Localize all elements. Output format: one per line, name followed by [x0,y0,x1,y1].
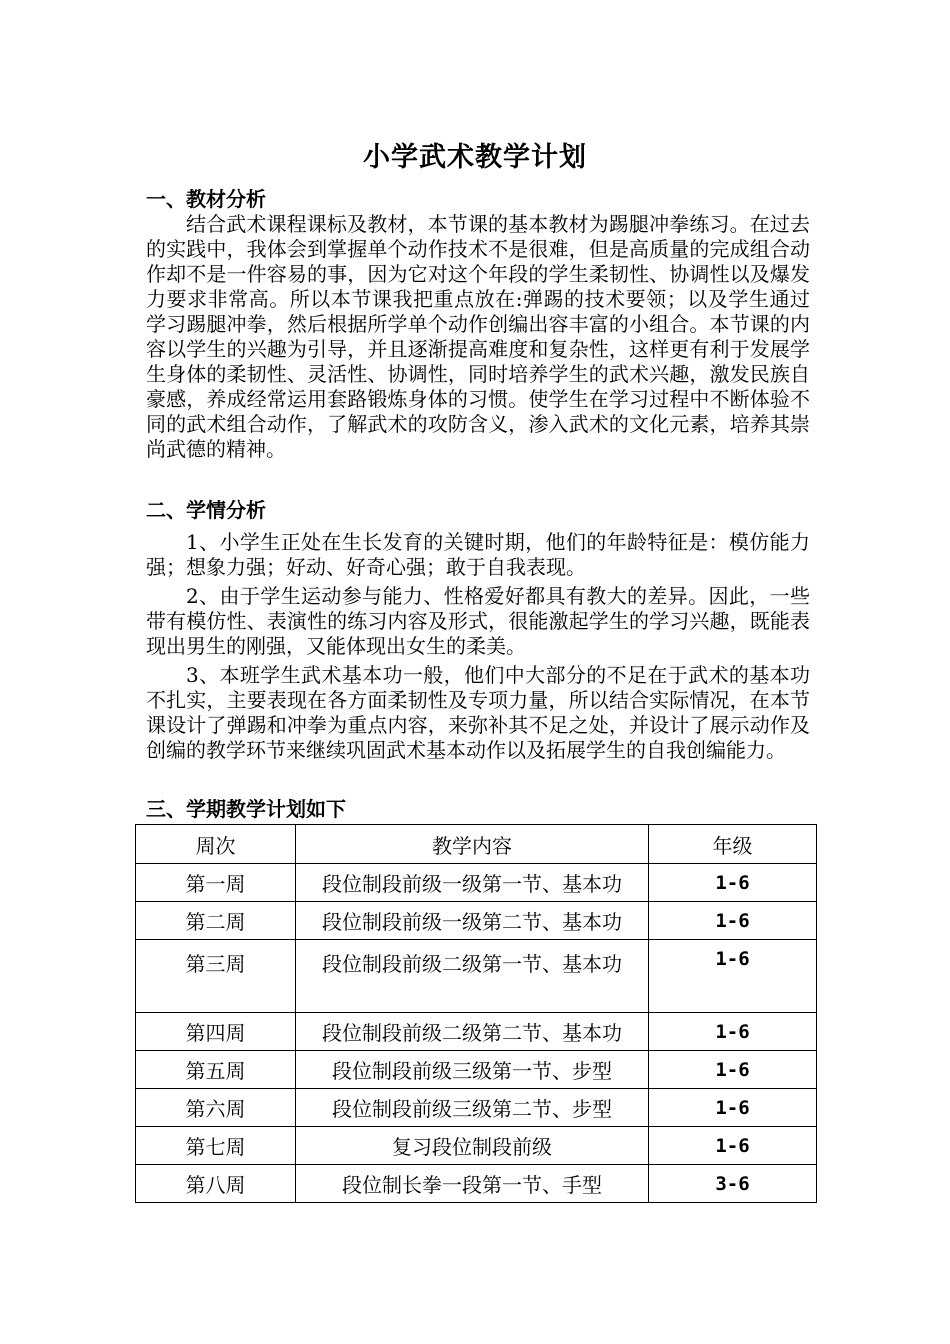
week-cell: 第一周 [136,864,296,902]
week-cell: 第五周 [136,1051,296,1089]
grade-cell: 1-6 [649,1051,817,1089]
table-header-row [136,825,817,864]
week-cell: 第二周 [136,902,296,940]
header-grade: 年级 [649,825,817,864]
student-analysis-paragraph-1: 1、小学生正处在生长发育的关键时期，他们的年龄特征是：模仿能力强；想象力强；好动、好奇心强；敢于自我表现。 [146,530,810,579]
table-row [136,864,817,902]
content-cell: 段位制段前级三级第二节、步型 [296,1089,649,1127]
table-row [136,1089,817,1127]
grade-cell: 1-6 [649,1089,817,1127]
section-heading-material-analysis: 一、教材分析 [146,187,266,211]
material-analysis-paragraph: 结合武术课程课标及教材，本节课的基本教材为踢腿冲拳练习。在过去的实践中，我体会到掌握单个动作技术不是很难，但是高质量的完成组合动作却不是一件容易的事，因为它对这个年段的学生柔韧性、协调性以及爆发力要求非常高。所以本节课我把重点放在:弹踢的技术要领；以及学生通过学习踢腿冲拳，然后根据所学单个动作创编出容丰富的小组合。本节课的内容以学生的兴趣为引导，并且逐渐提高难度和复杂性，这样更有利于发展学生身体的柔韧性、灵活性、协调性，同时培养学生的武术兴趣，激发民族自豪感，养成经常运用套路锻炼身体的习惯。使学生在学习过程中不断体验不同的武术组合动作，了解武术的攻防含义，渗入武术的文化元素，培养其崇尚武德的精神。 [146,212,810,461]
week-cell: 第六周 [136,1089,296,1127]
grade-cell: 1-6 [649,1013,817,1051]
section-heading-student-analysis: 二、学情分析 [146,498,266,522]
grade-cell: 1-6 [649,940,817,1013]
grade-cell: 1-6 [649,1127,817,1165]
student-analysis-paragraph-3: 3、本班学生武术基本功一般，他们中大部分的不足在于武术的基本功不扎实，主要表现在各方面柔韧性及专项力量，所以结合实际情况，在本节课设计了弹踢和冲拳为重点内容，来弥补其不足之处，并设计了展示动作及创编的教学环节来继续巩固武术基本动作以及拓展学生的自我创编能力。 [146,663,810,762]
content-cell: 段位制段前级二级第一节、基本功 [296,940,649,1013]
content-cell: 段位制段前级一级第二节、基本功 [296,902,649,940]
document-title: 小学武术教学计划 [363,142,587,173]
week-cell: 第七周 [136,1127,296,1165]
content-cell: 段位制段前级一级第一节、基本功 [296,864,649,902]
table-row [136,1165,817,1203]
table-row [136,902,817,940]
content-cell: 段位制段前级三级第一节、步型 [296,1051,649,1089]
header-content: 教学内容 [296,825,649,864]
table-row [136,940,817,1013]
table-row [136,1013,817,1051]
week-cell: 第八周 [136,1165,296,1203]
header-week: 周次 [136,825,296,864]
student-analysis-paragraph-2: 2、由于学生运动参与能力、性格爱好都具有教大的差异。因此，一些带有模仿性、表演性的练习内容及形式，很能激起学生的学习兴趣，既能表现出男生的刚强，又能体现出女生的柔美。 [146,584,810,658]
content-cell: 段位制段前级二级第二节、基本功 [296,1013,649,1051]
grade-cell: 1-6 [649,864,817,902]
table-row [136,1127,817,1165]
grade-cell: 1-6 [649,902,817,940]
content-cell: 复习段位制段前级 [296,1127,649,1165]
table-row [136,1051,817,1089]
section-heading-term-plan: 三、学期教学计划如下 [146,797,346,821]
week-cell: 第四周 [136,1013,296,1051]
week-cell: 第三周 [136,940,296,1013]
content-cell: 段位制长拳一段第一节、手型 [296,1165,649,1203]
term-plan-table [135,824,817,1203]
grade-cell: 3-6 [649,1165,817,1203]
